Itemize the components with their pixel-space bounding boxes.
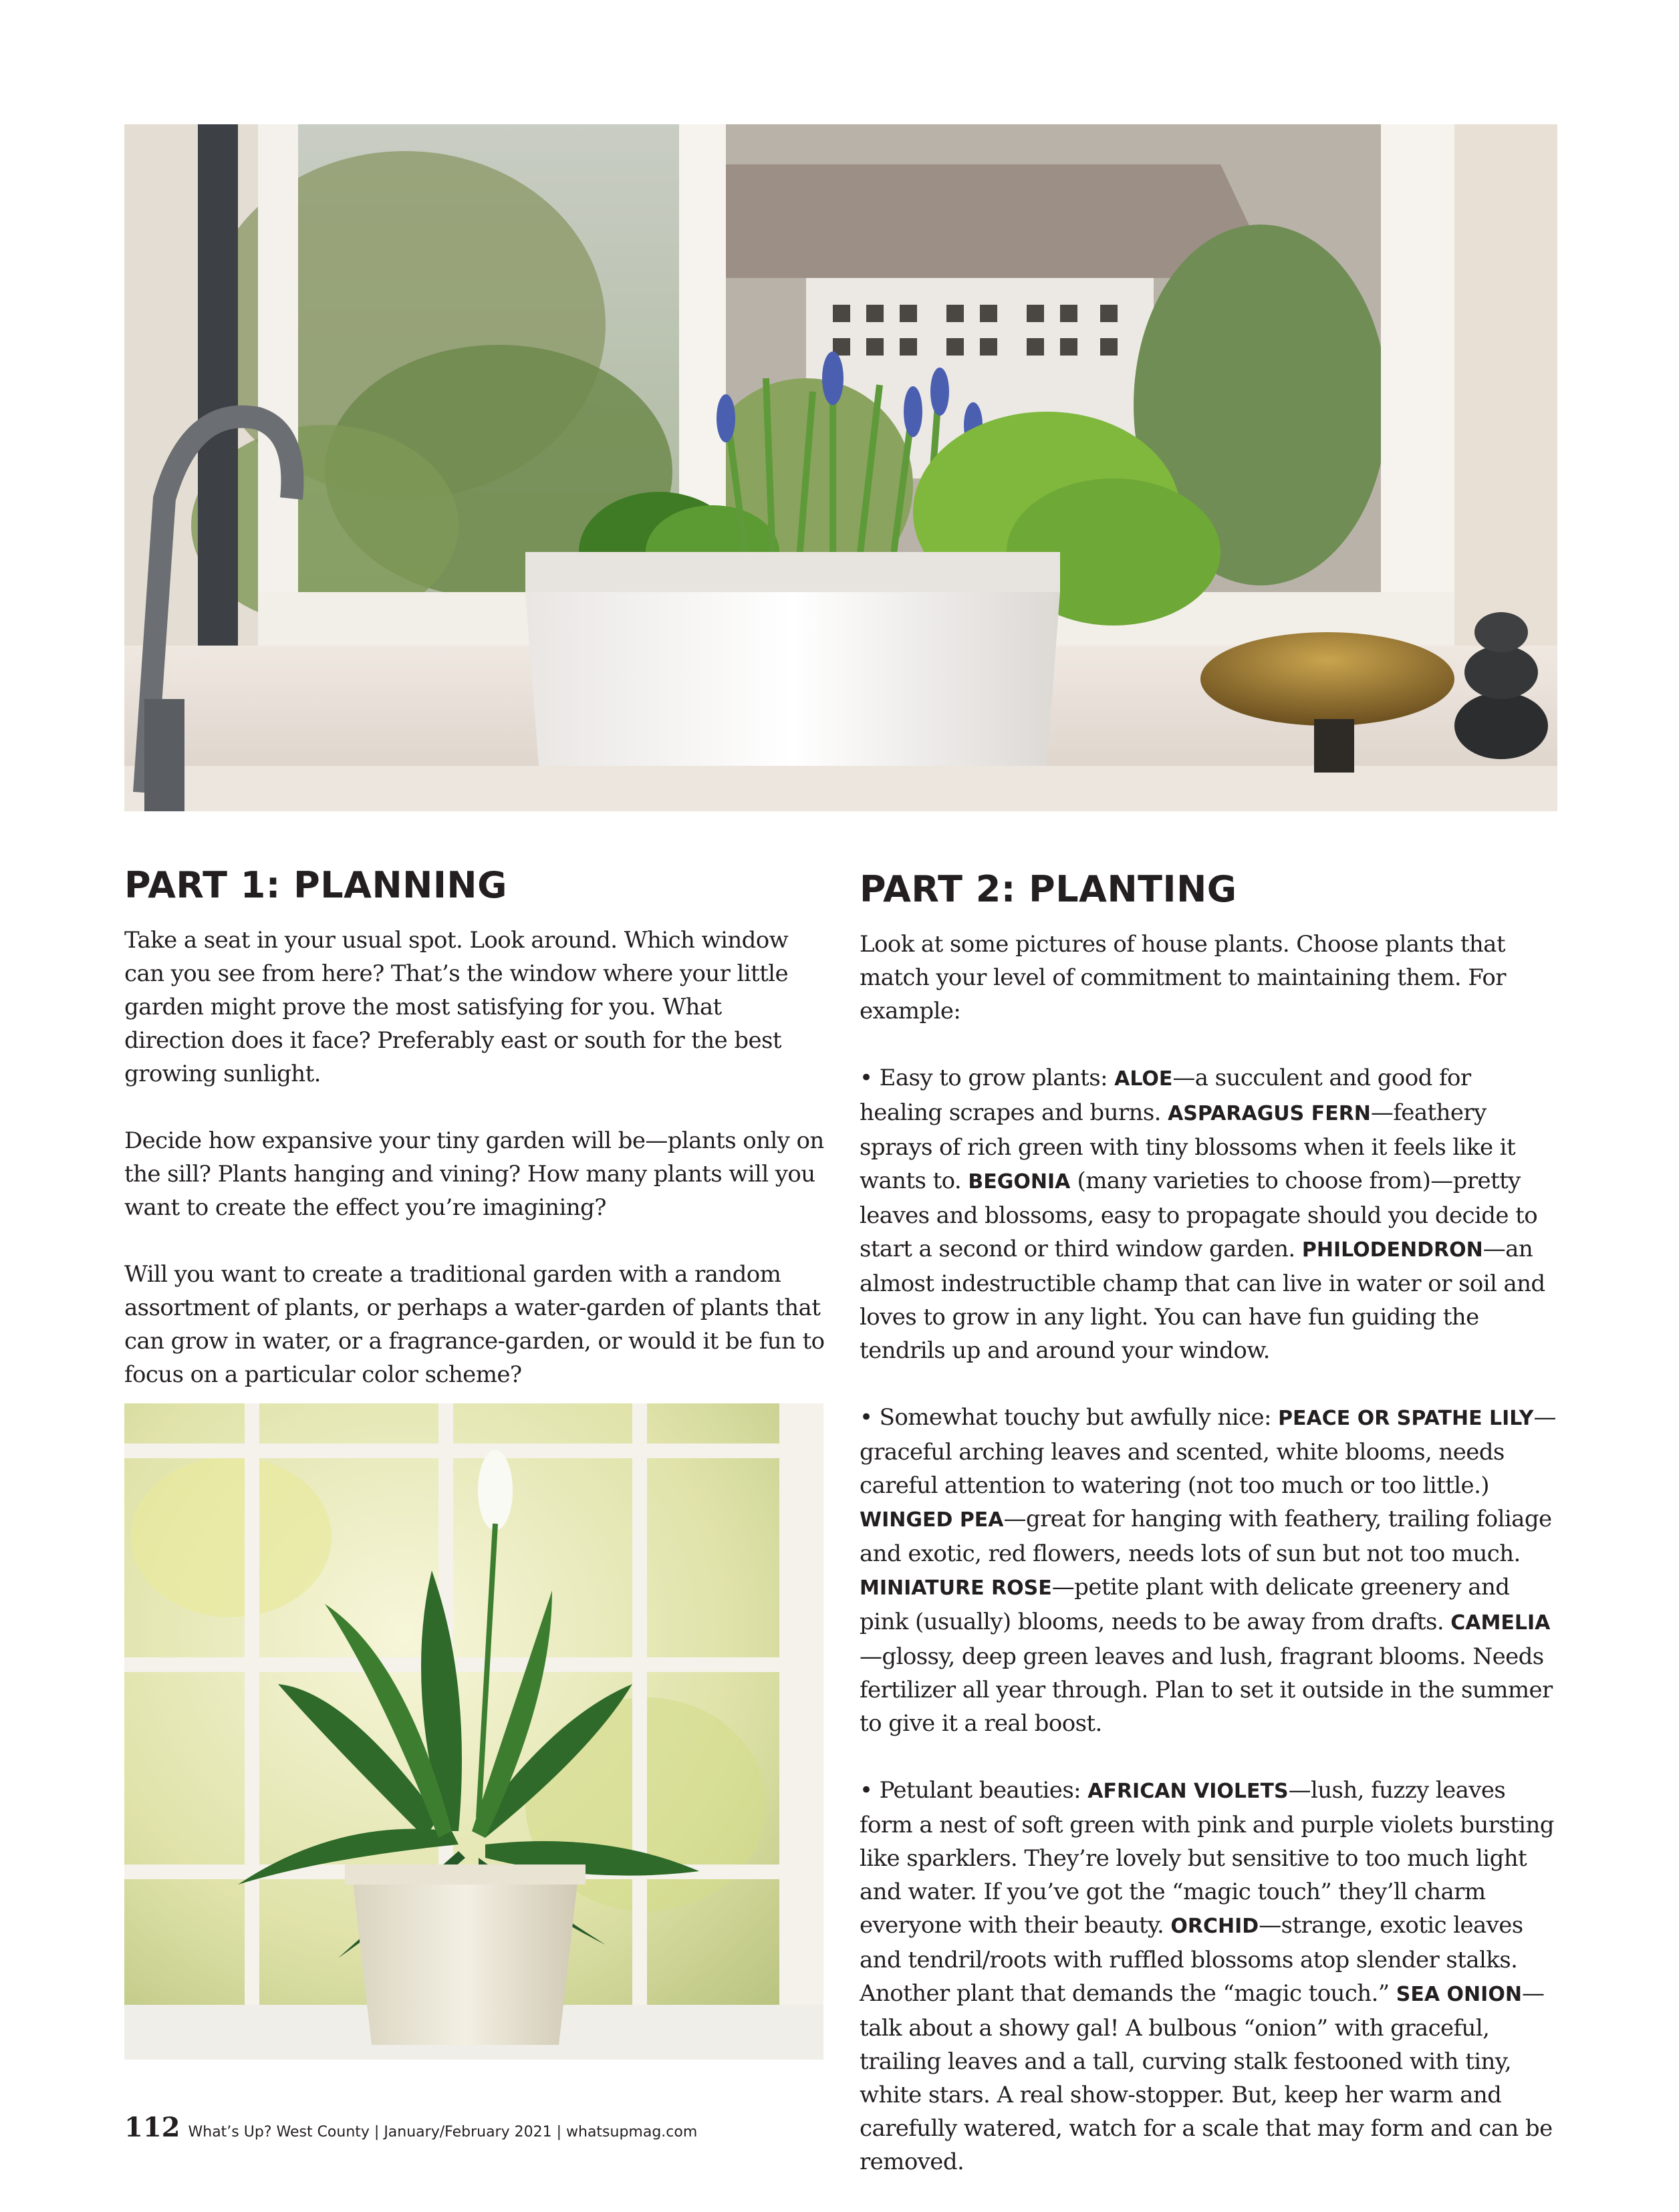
plant-name-peace-lily: PEACE OR SPATHE LILY	[1278, 1407, 1534, 1430]
plant-name-orchid: ORCHID	[1170, 1915, 1259, 1938]
plant-name-philodendron: PHILODENDRON	[1301, 1238, 1483, 1262]
sea-onion-description: —talk about a showy gal! A bulbous “onion” with graceful, trailing leaves and a tall, curving stalk festooned with tiny, white stars. A real show-stopper. But, keep her warm and carefully watered, watch for a scale that may form and can be removed.	[860, 1980, 1553, 2175]
asparagus-description: —feathery sprays of rich green with tiny blossoms when it feels like it wants to.	[860, 1099, 1516, 1194]
part1-paragraph-1: Take a seat in your usual spot. Look around. Which window can you see from here? That’s the window where your little garden might prove the most satisfying for you. What direction does it face? Preferably east or south for the best growing sunlight.	[124, 927, 789, 1087]
part1-column	[124, 862, 826, 1425]
touchy-plants-paragraph	[860, 1401, 1559, 1740]
peace-lily-description: —graceful arching leaves and scented, white blooms, needs careful attention to watering (not too much or too little.)	[860, 1404, 1556, 1499]
plant-name-miniature-rose: MINIATURE ROSE	[860, 1576, 1052, 1600]
easy-lead: • Easy to grow plants:	[860, 1065, 1115, 1091]
miniature-rose-description: —petite plant with delicate greenery and pink (usually) blooms, needs to be away from drafts.	[860, 1574, 1510, 1635]
aloe-description: —a succulent and good for healing scrapes and burns.	[860, 1065, 1471, 1126]
plant-name-begonia: BEGONIA	[968, 1170, 1071, 1194]
petulant-lead: • Petulant beauties:	[860, 1777, 1088, 1804]
plant-name-camelia: CAMELIA	[1450, 1611, 1551, 1635]
page-number: 112	[124, 2112, 180, 2143]
part1-paragraph-2: Decide how expansive your tiny garden will be—plants only on the sill? Plants hanging and vining? How many plants will you want to create the effect you’re imagining?	[124, 1127, 824, 1221]
touchy-lead: • Somewhat touchy but awfully nice:	[860, 1404, 1279, 1431]
plant-name-winged-pea: WINGED PEA	[860, 1508, 1004, 1532]
part1-paragraph-3: Will you want to create a traditional garden with a random assortment of plants, or perhaps a water-garden of plants that can grow in water, or a fragrance-garden, or would it be fun to focus on a particular color scheme?	[124, 1261, 825, 1388]
philodendron-description: —an almost indestructible champ that can live in water or soil and loves to grow in any light. You can have fun guiding the tendrils up and around your window.	[860, 1236, 1545, 1364]
part2-column	[860, 866, 1559, 2212]
footer-publication-info: What’s Up? West County | January/February 2021 | whatsupmag.com	[188, 2124, 698, 2140]
peace-lily-window-photo	[124, 1403, 823, 2060]
part1-heading: PART 1: PLANNING	[124, 864, 507, 906]
winged-pea-description: —great for hanging with feathery, trailing foliage and exotic, red flowers, needs lots of sun but not too much.	[860, 1506, 1552, 1567]
plant-name-african-violets: AFRICAN VIOLETS	[1087, 1780, 1289, 1803]
plant-name-sea-onion: SEA ONION	[1396, 1983, 1522, 2006]
page-footer	[124, 2112, 697, 2143]
african-violets-description: —lush, fuzzy leaves form a nest of soft green with pink and purple violets bursting like sparklers. They’re lovely but sensitive to too much light and water. If you’ve got the “magic touch” they’ll charm everyone with their beauty.	[860, 1777, 1554, 1939]
camelia-description: —glossy, deep green leaves and lush, fragrant blooms. Needs fertilizer all year through. Plan to set it outside in the summer to give it a real boost.	[860, 1643, 1553, 1737]
easy-plants-paragraph	[860, 1061, 1559, 1367]
window-herb-planter-photo	[124, 124, 1557, 811]
part2-heading: PART 2: PLANTING	[860, 868, 1237, 910]
part2-intro: Look at some pictures of house plants. Choose plants that match your level of commitment to maintaining them. For example:	[860, 931, 1506, 1024]
plant-name-asparagus-fern: ASPARAGUS FERN	[1168, 1102, 1371, 1125]
petulant-plants-paragraph	[860, 1774, 1559, 2179]
begonia-description: (many varieties to choose from)—pretty leaves and blossoms, easy to propagate should you decide to start a second or third window garden.	[860, 1167, 1538, 1262]
plant-name-aloe: ALOE	[1114, 1067, 1173, 1091]
orchid-description: —strange, exotic leaves and tendril/roots with ruffled blossoms atop slender stalks. Another plant that demands the “magic touch.”	[860, 1912, 1523, 2007]
